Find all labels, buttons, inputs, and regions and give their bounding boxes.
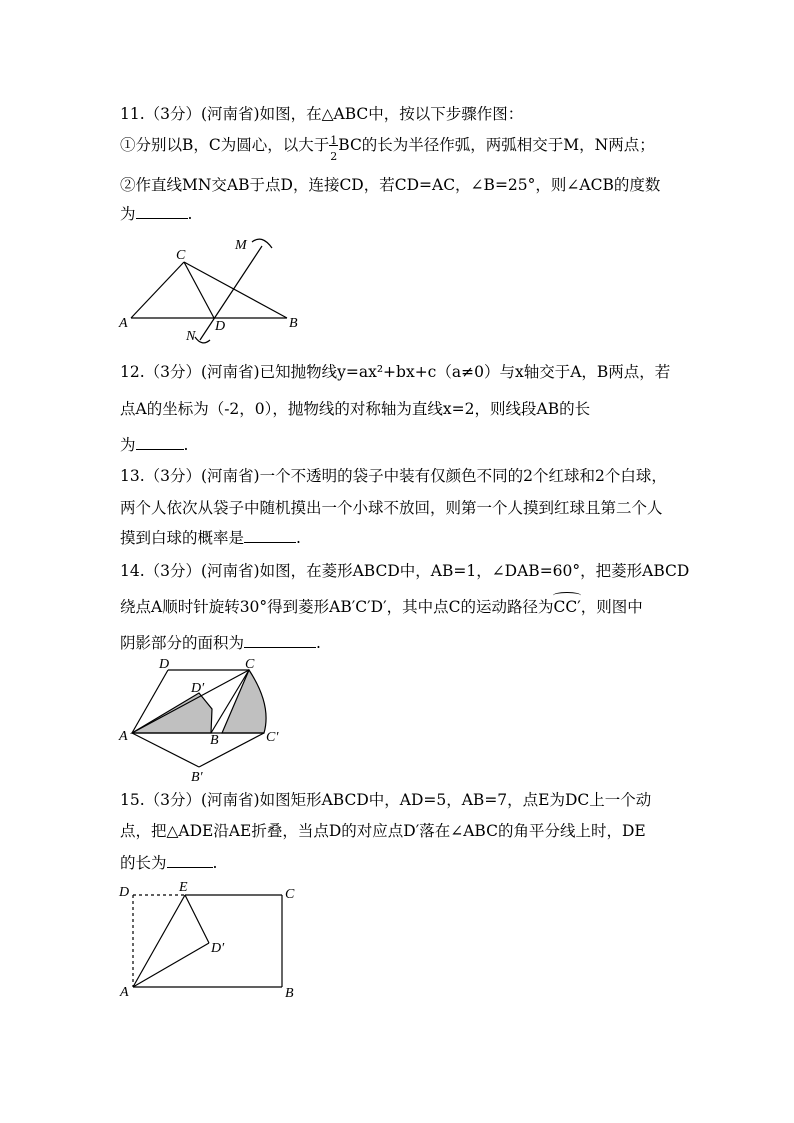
fraction-denominator: 2 [330,150,338,163]
label-b: B [285,986,294,1001]
label-n: N [186,329,196,344]
label-b-prime: B′ [191,770,203,785]
q14-line2-b: ，则图中 [580,598,643,616]
q15-answer-prefix: 的长为 [120,854,167,872]
fraction-numerator: 1 [330,134,338,147]
q12-answer-prefix: 为 [120,436,136,454]
segment-a-dprime [133,943,209,987]
label-d: D [119,885,130,900]
q11-line1: 11.（3分）(河南省)如图，在△ABC中，按以下步骤作图： [120,105,524,123]
q15-answer-suffix: . [212,854,218,872]
label-a: A [120,985,129,1000]
q15-line2: 点，把△ADE沿AE折叠，当点D的对应点D′落在∠ABC的角平分线上时，DE [120,822,646,840]
label-a: A [119,316,128,331]
label-d: D [159,657,170,672]
label-a: A [119,729,128,744]
label-c-prime: C′ [266,730,279,745]
label-e: E [179,880,188,895]
q11-step1-b: BC的长为半径作弧，两弧相交于M，N两点； [338,136,655,154]
q12-line2: 点A的坐标为（-2，0），抛物线的对称轴为直线x=2，则线段AB的长 [120,400,591,418]
q11-answer-prefix: 为 [120,205,136,223]
label-c: C [245,657,255,672]
label-c: C [285,887,295,902]
q12-answer-suffix: . [183,436,189,454]
q14-answer-prefix: 阴影部分的面积为 [120,634,245,652]
segment-ae [133,895,185,987]
q11-step2: ②作直线MN交AB于点D，连接CD，若CD=AC，∠B=25°，则∠ACB的度数 [120,176,661,194]
arc-cc-prime: CC′ [553,598,581,616]
q13-answer-suffix: . [296,529,301,547]
q12-line1: 12.（3分）(河南省)已知抛物线y=ax²+bx+c（a≠0）与x轴交于A，B两点，若 [120,363,671,381]
q13-answer-prefix: 摸到白球的概率是 [120,529,245,547]
label-d: D [215,319,226,334]
q11-step1-a: ①分别以B，C为圆心，以大于 [120,136,330,154]
label-c: C [176,248,186,263]
q14-answer-suffix: . [316,634,321,652]
q13-line2: 两个人依次从袋子中随机摸出一个小球不放回，则第一个人摸到红球且第二个人 [120,499,663,517]
segment-e-dprime [185,895,209,943]
q15-line1: 15.（3分）(河南省)如图矩形ABCD中，AD=5，AB=7，点E为DC上一个动 [120,791,652,809]
q11-answer-suffix: . [187,205,193,223]
label-m: M [235,238,247,253]
label-b: B [210,733,219,748]
label-d-prime: D′ [191,681,205,696]
label-b: B [289,316,298,331]
q13-line1: 13.（3分）(河南省)一个不透明的袋子中装有仅颜色不同的2个红球和2个白球， [120,467,667,485]
q14-line1: 14.（3分）(河南省)如图，在菱形ABCD中，AB=1，∠DAB=60°，把菱形ABCD [120,562,690,580]
label-d-prime: D′ [211,941,225,956]
q14-line2-a: 绕点A顺时针旋转30°得到菱形AB′C′D′，其中点C的运动路径为 [120,598,554,616]
